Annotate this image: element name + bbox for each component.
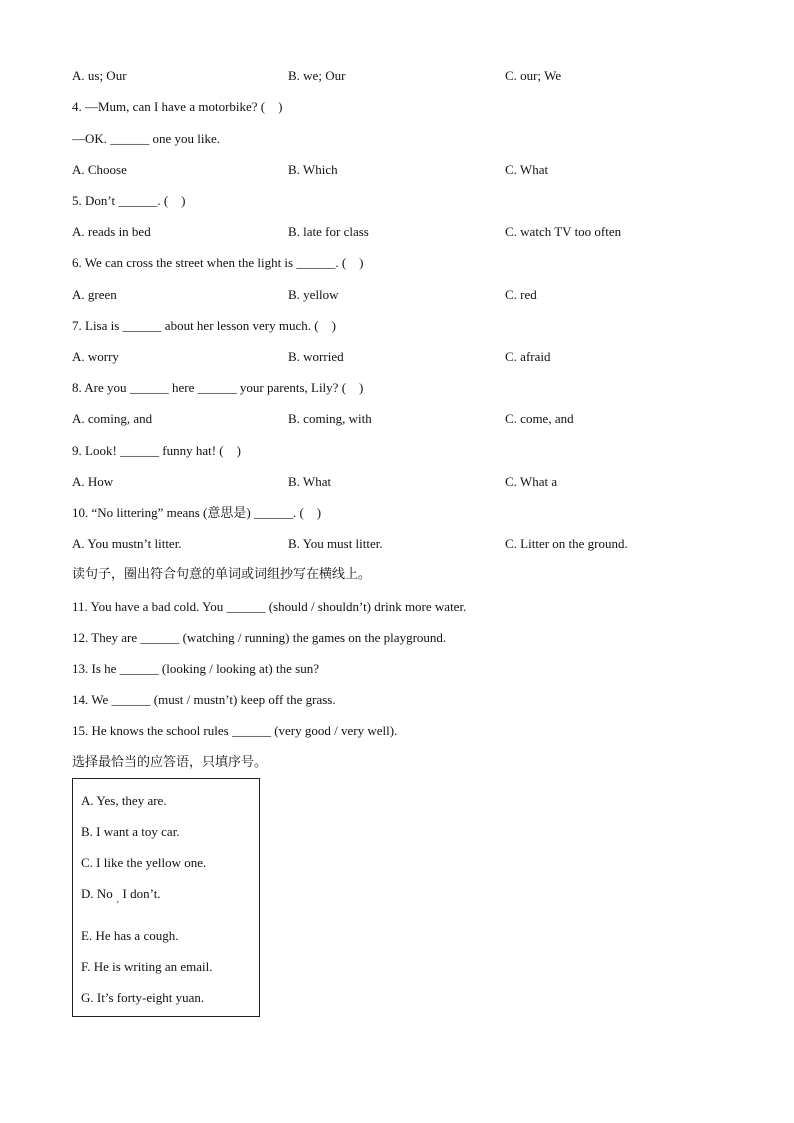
q9-option-a: A. How [72, 474, 114, 489]
q7-option-c: C. afraid [505, 349, 551, 364]
q4-option-b: B. Which [288, 162, 338, 177]
q5-option-a: A. reads in bed [72, 224, 151, 239]
q9-option-b: B. What [288, 474, 332, 489]
q10-question: 10. “No littering” means (意思是) ______. ( ) [72, 505, 322, 520]
q5-question: 5. Don’t ______. ( ) [72, 193, 186, 208]
q8-question: 8. Are you ______ here ______ your parents, Lily? ( ) [72, 380, 364, 395]
q3-option-b: B. we; Our [288, 68, 346, 83]
q4-line2: —OK. ______ one you like. [72, 131, 221, 146]
answer-option-b: B. I want a toy car. [81, 824, 180, 839]
section3-heading: 选择最恰当的应答语，只填序号。 [72, 755, 268, 770]
answer-option-e: E. He has a cough. [81, 928, 179, 943]
q10-option-a: A. You mustn’t litter. [72, 536, 182, 551]
q11-sentence: 11. You have a bad cold. You ______ (should / shouldn’t) drink more water. [72, 599, 467, 614]
q7-question: 7. Lisa is ______ about her lesson very much. ( ) [72, 318, 336, 333]
q5-option-c: C. watch TV too often [505, 224, 622, 239]
answer-option-c: C. I like the yellow one. [81, 855, 207, 870]
answer-option-f: F. He is writing an email. [81, 959, 213, 974]
q4-question: 4. —Mum, can I have a motorbike? ( ) [72, 99, 283, 114]
q3-option-c: C. our; We [505, 68, 562, 83]
q9-question: 9. Look! ______ funny hat! ( ) [72, 443, 241, 458]
q7-option-b: B. worried [288, 349, 344, 364]
q12-sentence: 12. They are ______ (watching / running) the games on the playground. [72, 630, 447, 645]
stray-comma-mark: ' [117, 900, 119, 911]
q4-option-c: C. What [505, 162, 549, 177]
answer-option-a: A. Yes, they are. [81, 793, 167, 808]
q10-option-b: B. You must litter. [288, 536, 383, 551]
q10-option-c: C. Litter on the ground. [505, 536, 628, 551]
q14-sentence: 14. We ______ (must / mustn’t) keep off the grass. [72, 692, 336, 707]
answer-option-d: D. No I don’t. [81, 886, 161, 901]
q6-option-b: B. yellow [288, 287, 339, 302]
q5-option-b: B. late for class [288, 224, 369, 239]
q3-option-a: A. us; Our [72, 68, 127, 83]
q4-option-a: A. Choose [72, 162, 127, 177]
section2-heading: 读句子，圈出符合句意的单词或词组抄写在横线上。 [72, 567, 372, 582]
q8-option-c: C. come, and [505, 411, 574, 426]
q7-option-a: A. worry [72, 349, 119, 364]
q9-option-c: C. What a [505, 474, 558, 489]
q6-option-a: A. green [72, 287, 117, 302]
answer-options-box [72, 778, 260, 1017]
q8-option-b: B. coming, with [288, 411, 372, 426]
q6-question: 6. We can cross the street when the light is ______. ( ) [72, 255, 364, 270]
q6-option-c: C. red [505, 287, 537, 302]
q8-option-a: A. coming, and [72, 411, 153, 426]
q13-sentence: 13. Is he ______ (looking / looking at) the sun? [72, 661, 319, 676]
q15-sentence: 15. He knows the school rules ______ (very good / very well). [72, 723, 398, 738]
answer-option-g: G. It’s forty-eight yuan. [81, 990, 205, 1005]
